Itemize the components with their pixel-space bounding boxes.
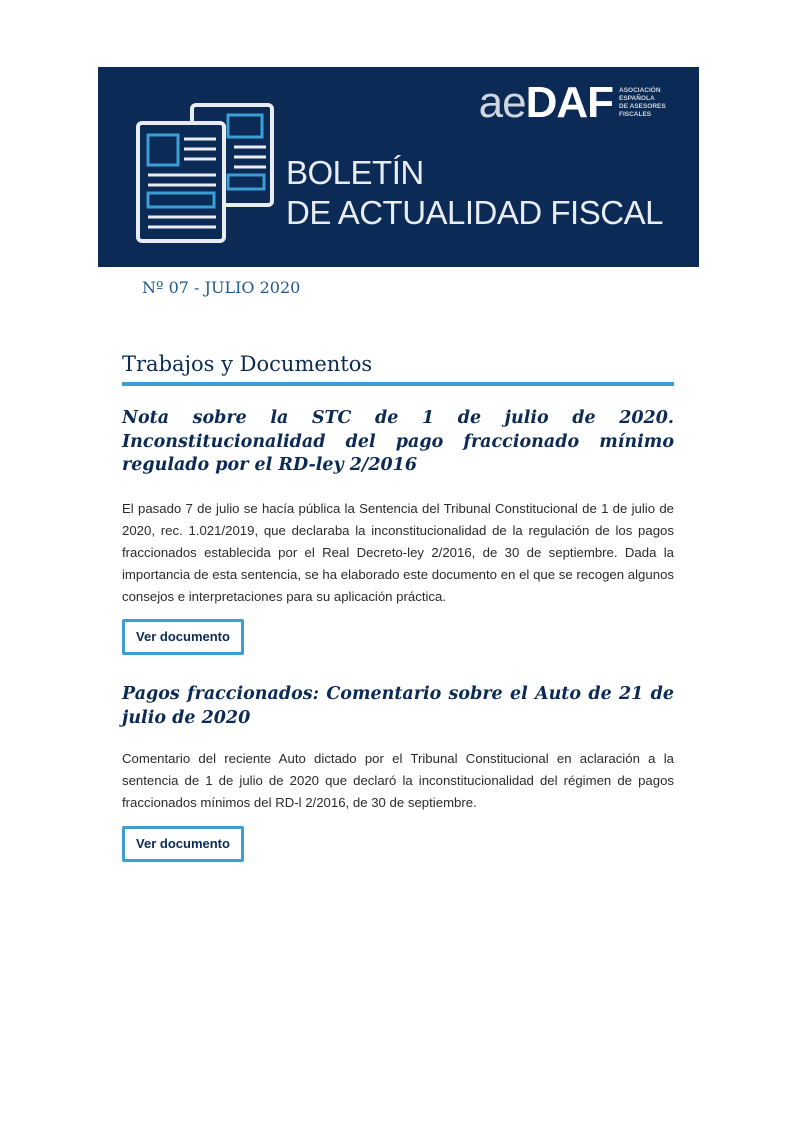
- logo-subtitle-line: ASOCIACIÓN: [619, 87, 661, 94]
- article-body: El pasado 7 de julio se hacía pública la Sentencia del Tribunal Constitucional de 1 de julio de 2020, rec. 1.021/2019, que declaraba la inconstitucionalidad de la regulación de los pagos fraccionados establecida por el Real Decreto-ley 2/2016, de 30 de septiembre. Dada la importancia de esta sentencia, se ha elaborado este documento en el que se recogen algunos consejos e interpretaciones para su aplicación práctica.: [122, 500, 674, 604]
- aedaf-logo: [478, 78, 679, 127]
- header-banner: [98, 67, 699, 267]
- article: [122, 683, 674, 862]
- article: [122, 407, 674, 655]
- newsletter-title-line: DE ACTUALIDAD FISCAL: [286, 194, 663, 231]
- article-title: Nota sobre la STC de 1 de julio de 2020. Inconstitucionalidad del pago fraccionado mínimo regulado por el RD-ley 2/2016: [122, 408, 674, 475]
- view-document-button[interactable]: Ver documento: [122, 826, 244, 862]
- section-heading: Trabajos y Documentos: [122, 352, 674, 386]
- documents-icon: [136, 103, 276, 243]
- view-document-button[interactable]: Ver documento: [122, 619, 244, 655]
- logo-mark-light: ae: [478, 78, 526, 127]
- newsletter-title-line: BOLETÍN: [286, 154, 424, 191]
- issue-number: Nº 07 - JULIO 2020: [142, 278, 301, 297]
- logo-subtitle: [619, 87, 679, 119]
- logo-subtitle-line: FISCALES: [619, 111, 652, 118]
- logo-subtitle-line: ESPAÑOLA: [619, 95, 655, 102]
- logo-mark-bold: DAF: [525, 78, 613, 127]
- newsletter-title: [286, 153, 663, 233]
- article-body: Comentario del reciente Auto dictado por el Tribunal Constitucional en aclaración a la sentencia de 1 de julio de 2020 que declaró la inconstitucionalidad del régimen de pagos fraccionados mínimos del RD-l 2/2016, de 30 de septiembre.: [122, 751, 674, 810]
- logo-mark: [478, 78, 613, 127]
- article-title: Pagos fraccionados: Comentario sobre el Auto de 21 de julio de 2020: [122, 684, 674, 728]
- logo-subtitle-line: DE ASESORES: [619, 103, 666, 110]
